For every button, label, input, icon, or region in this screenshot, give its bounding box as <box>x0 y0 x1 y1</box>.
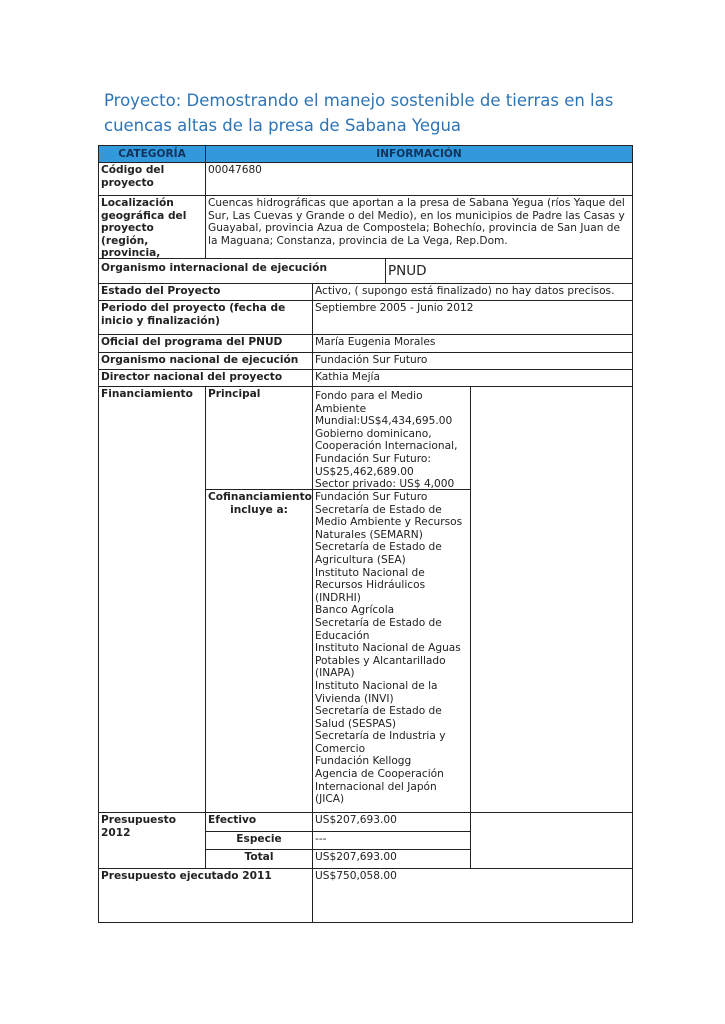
cofin-item: Instituto Nacional de Aguas Potables y Alcantarillado (INAPA) <box>315 642 461 680</box>
empty-cell <box>470 386 633 813</box>
presupuesto-2012-label: Presupuesto 2012 <box>98 812 206 869</box>
cofin-item: Secretaría de Estado de Educación <box>315 616 442 642</box>
cofin-item: Agencia de Cooperación Internacional del Japón (JICA) <box>315 768 444 806</box>
header-informacion: INFORMACIÓN <box>205 145 633 163</box>
total-value: US$207,693.00 <box>312 849 471 869</box>
principal-label: Principal <box>205 386 313 490</box>
cofin-item: Secretaría de Industria y Comercio <box>315 730 446 755</box>
org-nacional-label: Organismo nacional de ejecución <box>98 352 313 370</box>
principal-item: Sector privado: US$ 4,000 <box>315 478 455 490</box>
org-internacional-label: Organismo internacional de ejecución <box>98 258 386 284</box>
cofin-item: Secretaría de Estado de Salud (SESPAS) <box>315 705 442 730</box>
codigo-value: 00047680 <box>205 162 633 196</box>
cofin-list <box>312 489 471 813</box>
ejecutado-2011-label: Presupuesto ejecutado 2011 <box>98 868 313 923</box>
header-categoria: CATEGORÍA <box>98 145 206 163</box>
especie-label: Especie <box>205 831 313 850</box>
empty-cell <box>470 812 633 869</box>
efectivo-label: Efectivo <box>205 812 313 832</box>
estado-label: Estado del Proyecto <box>98 283 313 301</box>
director-label: Director nacional del proyecto <box>98 369 313 387</box>
periodo-label: Periodo del proyecto (fecha de inicio y finalización) <box>98 300 313 335</box>
cofin-item: Instituto Nacional de Recursos Hidráulicos (INDRHI) <box>315 566 426 604</box>
cofin-item: Fundación Kellogg <box>315 755 412 768</box>
total-label: Total <box>205 849 313 869</box>
financiamiento-label: Financiamiento <box>98 386 206 813</box>
cofin-label: Cofinanciamiento incluye a: <box>205 489 313 813</box>
cofin-item: Secretaría de Estado de Agricultura (SEA) <box>315 541 442 566</box>
oficial-value: María Eugenia Morales <box>312 334 633 353</box>
ejecutado-2011-value: US$750,058.00 <box>312 868 633 923</box>
efectivo-value: US$207,693.00 <box>312 812 471 832</box>
codigo-label: Código del proyecto <box>98 162 206 196</box>
principal-item: Gobierno dominicano, Cooperación Internacional, Fundación Sur Futuro: US$25,462,689.00 <box>315 427 458 478</box>
cofin-item: Fundación Sur Futuro <box>315 491 428 503</box>
principal-item: Fondo para el Medio Ambiente Mundial:US$4,434,695.00 <box>315 390 453 428</box>
localizacion-label: Localización geográfica del proyecto (región, provincia, <box>98 195 206 259</box>
cofin-item: Banco Agrícola <box>315 604 395 617</box>
cofin-item: Instituto Nacional de la Vivienda (INVI) <box>315 679 438 705</box>
oficial-label: Oficial del programa del PNUD <box>98 334 313 353</box>
org-nacional-value: Fundación Sur Futuro <box>312 352 633 370</box>
director-value: Kathia Mejía <box>312 369 633 387</box>
principal-list <box>312 386 471 490</box>
localizacion-value: Cuencas hidrográficas que aportan a la presa de Sabana Yegua (ríos Yaque del Sur, Las Cuevas y Grande o del Medio), en los municipios de Padre las Casas y Guayabal, provincia Azua de Compostela; Bohechío, provincia de San Juan de la Maguana; Constanza, provincia de La Vega, Rep.Dom. <box>205 195 633 259</box>
periodo-value: Septiembre 2005 - Junio 2012 <box>312 300 633 335</box>
org-internacional-value: PNUD <box>385 258 633 284</box>
estado-value: Activo, ( supongo está finalizado) no hay datos precisos. <box>312 283 633 301</box>
page-title: Proyecto: Demostrando el manejo sostenible de tierras en las cuencas altas de la presa de Sabana Yegua <box>104 91 614 135</box>
especie-value: --- <box>312 831 471 850</box>
cofin-item: Secretaría de Estado de Medio Ambiente y Recursos Naturales (SEMARN) <box>315 503 463 541</box>
